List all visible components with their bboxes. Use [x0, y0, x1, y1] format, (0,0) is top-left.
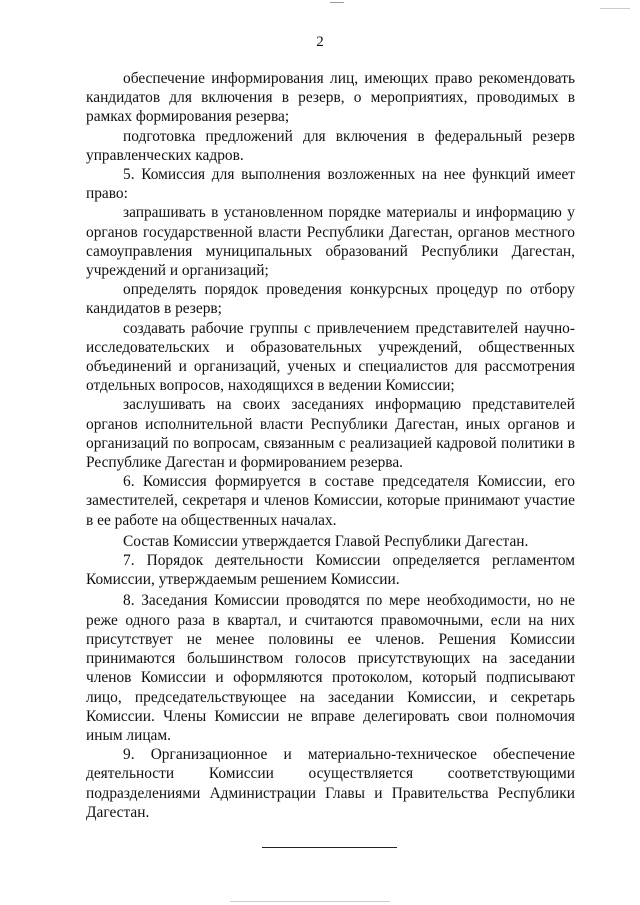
- paragraph: обеспечение информирования лиц, имеющих право рекомендовать кандидатов для включения в резерв, о мероприятиях, проводимых в рамках формирования резерва;: [86, 70, 575, 126]
- scan-artifact: [230, 901, 390, 902]
- paragraph: 8. Заседания Комиссии проводятся по мере необходимости, но не реже одного раза в квартал, и считаются правомочными, если на них присутствует не менее половины ее членов. Решения Комиссии принимаются большинством голосов присутствующих на заседании членов Комиссии и оформляются протоколом, который подписывают лицо, председательствующее на заседании Комиссии, и секретарь Комиссии. Члены Комиссии не вправе делегировать свои полномочия иным лицам.: [86, 592, 575, 744]
- closing-divider-line: [262, 847, 397, 848]
- document-body: [86, 69, 575, 822]
- paragraph: 6. Комиссия формируется в составе председателя Комиссии, его заместителей, секретаря и членов Комиссии, которые принимают участие в ее работе на общественных началах.: [86, 473, 575, 529]
- paragraph: определять порядок проведения конкурсных процедур по отбору кандидатов в резерв;: [86, 281, 575, 318]
- paragraph: 5. Комиссия для выполнения возложенных на нее функций имеет право:: [86, 166, 575, 203]
- paragraph: Состав Комиссии утверждается Главой Республики Дагестан.: [123, 532, 529, 550]
- paragraph: создавать рабочие группы с привлечением представителей научно-исследовательских и образовательных учреждений, общественных объединений и организаций, ученых и специалистов для рассмотрения отдельных вопросов, находящихся в ведении Комиссии;: [86, 319, 575, 395]
- paragraph: заслушивать на своих заседаниях информацию представителей органов исполнительной власти Республики Дагестан, иных органов и организаций по вопросам, связанным с реализацией кадровой политики в Республике Дагестан и формированием резерва.: [86, 396, 575, 472]
- paragraph: запрашивать в установленном порядке материалы и информацию у органов государственной власти Республики Дагестан, органов местного самоуправления муниципальных образований Республики Дагестан, учреждений и организаций;: [86, 204, 575, 280]
- scan-artifact: [600, 8, 630, 9]
- paragraph: 9. Организационное и материально-техническое обеспечение деятельности Комиссии осуществляется соответствующими подразделениями Администрации Главы и Правительства Республики Дагестан.: [86, 746, 575, 821]
- paragraph: 7. Порядок деятельности Комиссии определяется регламентом Комиссии, утверждаемым решением Комиссии.: [86, 552, 575, 589]
- page-number: 2: [316, 34, 324, 50]
- scan-artifact: [330, 2, 344, 3]
- paragraph: подготовка предложений для включения в федеральный резерв управленческих кадров.: [86, 127, 575, 164]
